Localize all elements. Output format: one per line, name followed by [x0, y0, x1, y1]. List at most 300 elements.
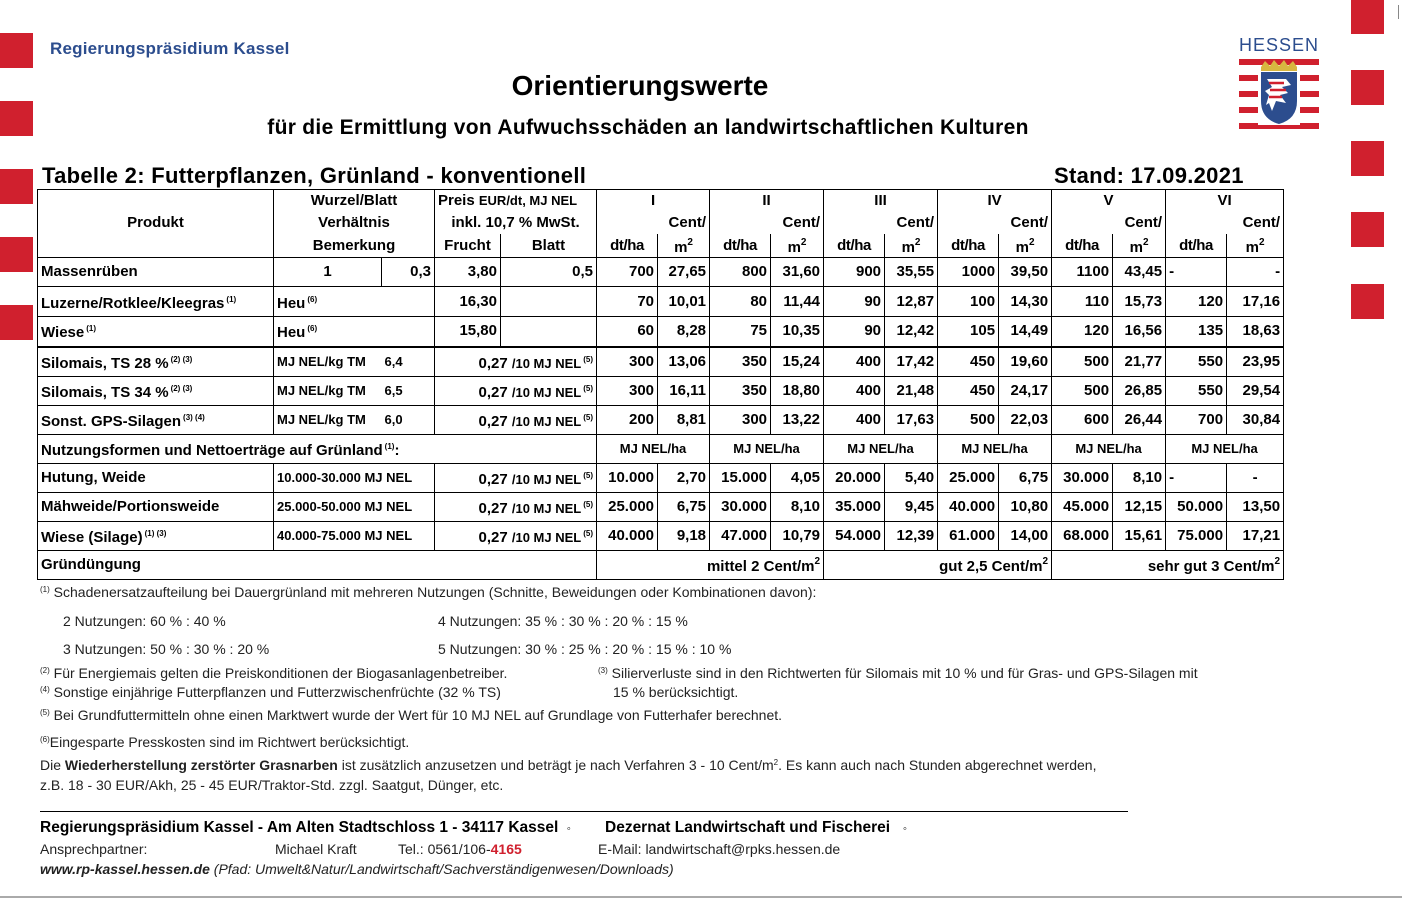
yield-value: -: [1169, 468, 1175, 486]
cent-cell: [1113, 492, 1166, 521]
yield-value: 15.000: [721, 468, 768, 486]
table-row: [38, 317, 1284, 347]
cent-value: 12,42: [896, 322, 935, 340]
ratio-leaf-cell: [382, 258, 435, 287]
cent-value: -: [1252, 468, 1258, 486]
nutzung-header-row: [38, 434, 1284, 463]
cent-value: 39,50: [1010, 263, 1049, 280]
yield-value: 900: [856, 263, 882, 280]
price-spacer-cell: [435, 405, 597, 434]
yield-cell: [710, 317, 771, 347]
yield-cell: [938, 492, 999, 521]
cent-cell: [999, 376, 1052, 405]
unit-label: MJ NEL/ha: [1075, 440, 1142, 456]
energy-value: 6,5: [384, 382, 403, 398]
yield-value: 47.000: [721, 526, 768, 544]
cent-cell: [1113, 258, 1166, 287]
cent-cell: [999, 463, 1052, 492]
yield-cell: [938, 258, 999, 287]
class-label: II: [762, 192, 771, 209]
header-class-6: [1166, 190, 1284, 213]
cent-cell: [658, 347, 710, 377]
yield-cell: [710, 347, 771, 377]
header-dtha-cell: [938, 234, 999, 258]
unit-label: MJ NEL/ha: [961, 440, 1028, 456]
cent-value: 16,11: [669, 381, 707, 399]
footer-divider: [40, 811, 1128, 812]
yield-value: 450: [970, 381, 996, 399]
cent-cell: [658, 405, 710, 434]
yield-value: 25.000: [949, 468, 996, 486]
superscript: 2: [1028, 237, 1035, 248]
cent-cell: [658, 258, 710, 287]
contact-phone: [398, 841, 522, 857]
yield-cell: [710, 405, 771, 434]
price-value: 0,27: [478, 470, 508, 488]
cent-cell: [885, 463, 938, 492]
yield-cell: [1166, 463, 1227, 492]
contact-email[interactable]: E-Mail: landwirtschaft@rpks.hessen.de: [598, 841, 841, 857]
footnote-ref: (1): [384, 441, 395, 451]
header-verhaeltnis-cell: [274, 212, 435, 234]
cent-value: 6,75: [1018, 468, 1049, 486]
cent-value: 10,79: [782, 526, 821, 544]
yield-value: 75.000: [1177, 526, 1224, 544]
stand-label: Stand:: [1054, 163, 1125, 188]
cent-cell: [885, 347, 938, 377]
cent-cell: [999, 317, 1052, 347]
yield-cell: [597, 287, 658, 317]
yield-value: 10.000: [608, 468, 655, 486]
cent-value: 4,05: [790, 468, 821, 486]
gruenduengung-row: [38, 550, 1284, 579]
yield-range-cell: [274, 463, 435, 492]
yield-value: 25.000: [608, 497, 655, 515]
yield-value: 500: [970, 410, 996, 428]
footnote-mark: (3): [598, 666, 608, 675]
ratio-root-cell: [274, 258, 382, 287]
cent-cell: [885, 405, 938, 434]
yield-value: 550: [1198, 352, 1224, 370]
price-value: 0,27: [478, 499, 508, 517]
product-name: Wiese: [41, 324, 85, 342]
yield-value: 120: [1198, 292, 1224, 310]
decor-square-right-2: [1351, 70, 1384, 105]
orientation-values-table: [37, 189, 1284, 580]
yield-range: 10.000-30.000 MJ NEL: [277, 469, 413, 485]
yield-cell: [938, 376, 999, 405]
footnote-mark: (5): [40, 708, 50, 717]
table-row: [38, 287, 1284, 317]
header-row-1: [38, 190, 1284, 213]
level-text: mittel 2 Cent/m: [706, 558, 815, 575]
cent-value: 9,45: [904, 497, 935, 515]
cent-cell: [658, 521, 710, 550]
price-fruit: 16,30: [459, 292, 497, 310]
decor-square-left-4: [0, 237, 33, 272]
energy-unit-cell: [274, 347, 382, 377]
product-cell: [38, 287, 274, 317]
cent-value: 12,15: [1124, 497, 1163, 515]
yield-cell: [1052, 521, 1113, 550]
header-dtha: dt/ha: [723, 236, 757, 254]
yield-value: 300: [628, 352, 655, 370]
price-unit: /10 MJ NEL: [511, 413, 582, 429]
separator-dot: ◦: [566, 823, 571, 835]
footer-dezernat: [605, 819, 907, 837]
unit-label-cell: [824, 434, 938, 463]
header-wurzel-cell: [274, 190, 435, 213]
colon: :: [394, 441, 400, 459]
price-fruit: 3,80: [467, 263, 497, 280]
footnote-ref: (5): [583, 412, 594, 422]
cent-value: 15,73: [1124, 292, 1163, 310]
yield-value: 600: [1084, 410, 1110, 428]
remark-cell: [274, 287, 435, 317]
footnote-ref: (3) (4): [183, 412, 205, 422]
energy-value: 6,4: [384, 353, 403, 369]
header-verhaeltnis: Verhältnis: [318, 214, 390, 231]
price-fruit: 15,80: [459, 322, 497, 340]
price-unit: /10 MJ NEL: [511, 471, 582, 487]
energy-value-cell: [382, 376, 435, 405]
cent-value: 17,21: [1242, 526, 1281, 544]
footnote-4: [40, 684, 501, 700]
cent-value: 19,60: [1010, 352, 1049, 370]
yield-value: 350: [742, 381, 768, 399]
yield-value: 700: [628, 263, 655, 280]
header-dtha-cell: [710, 234, 771, 258]
price-leaf: 0,5: [572, 263, 594, 280]
footnote-ref: (6): [307, 324, 318, 334]
phone-extension: 4165: [490, 841, 522, 857]
superscript: 2: [687, 237, 693, 248]
product-cell: [38, 463, 274, 492]
decor-square-left-3: [0, 169, 33, 204]
yield-value: 75: [750, 322, 768, 340]
price-value: 0,27: [478, 528, 508, 546]
footnote-ref: (1): [226, 294, 237, 304]
header-cent: Cent/: [1124, 214, 1163, 231]
product-cell: [38, 317, 274, 347]
unit-label-cell: [710, 434, 824, 463]
footnote-mark: (2): [40, 666, 50, 675]
price-leaf-cell: [501, 258, 597, 287]
yield-value: 100: [970, 292, 996, 310]
yield-value: 300: [628, 381, 655, 399]
cent-cell: [658, 492, 710, 521]
cent-value: 12,87: [896, 292, 935, 310]
yield-cell: [824, 463, 885, 492]
section-label-cell: [38, 434, 597, 463]
product-name: Silomais, TS 28 %: [41, 354, 169, 372]
cent-value: 15,61: [1124, 526, 1163, 544]
yield-cell: [1052, 258, 1113, 287]
split-4: 4 Nutzungen: 35 % : 30 % : 20 % : 15 %: [438, 613, 688, 629]
cent-cell: [771, 463, 824, 492]
cent-cell: [885, 492, 938, 521]
cent-cell: [1227, 347, 1284, 377]
energy-unit: MJ NEL/kg TM: [277, 382, 366, 398]
yield-cell: [710, 258, 771, 287]
superscript: 2: [1042, 556, 1049, 567]
product-cell: [38, 347, 274, 377]
footnote-1: [40, 584, 816, 600]
cent-value: 8,10: [1132, 468, 1163, 486]
yield-value: 68.000: [1063, 526, 1110, 544]
cent-cell: [885, 376, 938, 405]
level-cell-3: [1052, 550, 1284, 579]
footnote-ref: (1) (3): [144, 528, 167, 538]
header-m2-cell: [771, 234, 824, 258]
yield-cell: [597, 317, 658, 347]
header-cent-cell: [999, 212, 1052, 234]
footnote-2: [40, 665, 507, 681]
header-m: m: [674, 239, 688, 256]
cent-value: 2,70: [676, 468, 707, 486]
yield-value: 20.000: [835, 468, 882, 486]
header-m: m: [1245, 239, 1259, 256]
yield-cell: [597, 405, 658, 434]
yield-cell: [1052, 463, 1113, 492]
yield-value: 120: [1084, 322, 1110, 340]
price-unit: /10 MJ NEL: [511, 355, 582, 371]
footnote-text: Silierverluste sind in den Richtwerten für Silomais mit 10 % und für Gras- und GPS-Silagen mit: [611, 665, 1198, 681]
header-dtha: dt/ha: [610, 236, 644, 254]
document-title: Orientierungswerte: [511, 70, 769, 101]
footnote-3: [598, 665, 1198, 681]
yield-cell: [597, 376, 658, 405]
price-unit: /10 MJ NEL: [511, 500, 582, 516]
remark: Heu: [277, 324, 306, 342]
header-dtha-cell: [1166, 234, 1227, 258]
superscript: 2: [773, 758, 779, 767]
product-name: Mähweide/Portionsweide: [41, 497, 220, 515]
footnote-ref: (5): [583, 470, 594, 480]
table-row: [38, 258, 1284, 287]
header-dtha-cell: [824, 234, 885, 258]
yield-value: 500: [1084, 381, 1110, 399]
energy-value-cell: [382, 405, 435, 434]
footnote-text: Schadenersatzaufteilung bei Dauergrünland mit mehreren Nutzungen (Schnitte, Beweidungen oder Kombinationen davon):: [53, 584, 817, 600]
footnote-mark: (6): [40, 735, 50, 744]
yield-value: 500: [1084, 352, 1110, 370]
yield-cell: [938, 287, 999, 317]
yield-cell: [1052, 317, 1113, 347]
yield-value: 400: [856, 352, 882, 370]
price-spacer-cell: [435, 347, 597, 377]
yield-cell: [1052, 347, 1113, 377]
header-m2-cell: [1227, 234, 1284, 258]
contact-name: Michael Kraft: [275, 841, 357, 857]
yield-range: 25.000-50.000 MJ NEL: [277, 498, 413, 514]
cent-cell: [885, 258, 938, 287]
split-2: 2 Nutzungen: 60 % : 40 %: [63, 613, 226, 629]
yield-cell: [1166, 376, 1227, 405]
header-empty: [824, 212, 885, 234]
cent-value: -: [1275, 263, 1281, 280]
cent-cell: [1113, 376, 1166, 405]
yield-cell: [710, 376, 771, 405]
product-cell: [38, 405, 274, 434]
header-cent-cell: [771, 212, 824, 234]
cent-cell: [658, 317, 710, 347]
class-label: V: [1103, 192, 1114, 209]
yield-cell: [824, 258, 885, 287]
footnote-mark: (4): [40, 685, 50, 694]
cent-cell: [771, 492, 824, 521]
yield-cell: [597, 492, 658, 521]
class-label: I: [650, 192, 656, 209]
decor-square-right-4: [1351, 212, 1384, 247]
price-cell: [435, 492, 597, 521]
unit-label: MJ NEL/ha: [619, 440, 687, 456]
product-cell: [38, 492, 274, 521]
footnote-text: Eingesparte Presskosten sind im Richtwert berücksichtigt.: [49, 734, 410, 750]
yield-cell: [938, 521, 999, 550]
organization-name: Regierungspräsidium Kassel: [50, 39, 290, 58]
table-row: [38, 405, 1284, 434]
header-dtha: dt/ha: [951, 236, 985, 254]
cent-value: 18,80: [782, 381, 821, 399]
yield-cell: [824, 347, 885, 377]
header-bemerkung: Bemerkung: [312, 236, 396, 254]
header-m2-cell: [885, 234, 938, 258]
header-cent-cell: [1113, 212, 1166, 234]
header-m: m: [901, 239, 915, 256]
footnote-ref: (5): [583, 383, 594, 393]
price-cell: [435, 521, 597, 550]
cent-cell: [999, 287, 1052, 317]
cent-cell: [771, 287, 824, 317]
page-bottom-border: [0, 896, 1402, 898]
remark: Heu: [277, 294, 306, 312]
cent-cell: [1113, 347, 1166, 377]
unit-label-cell: [1052, 434, 1166, 463]
footnote-text: Für Energiemais gelten die Preiskonditionen der Biogasanlagenbetreiber.: [53, 665, 508, 681]
cent-cell: [885, 317, 938, 347]
header-m2-cell: [658, 234, 710, 258]
ratio-root: 1: [323, 263, 332, 280]
energy-value-cell: [382, 347, 435, 377]
header-m2-cell: [1113, 234, 1166, 258]
superscript: 2: [1274, 556, 1281, 567]
cent-cell: [1227, 287, 1284, 317]
cent-cell: [885, 287, 938, 317]
product-name: Silomais, TS 34 %: [41, 383, 169, 401]
header-m2-cell: [999, 234, 1052, 258]
cent-value: 21,77: [1124, 352, 1163, 370]
product-name: Wiese (Silage): [41, 528, 143, 546]
header-dtha: dt/ha: [837, 236, 871, 254]
header-cent-cell: [658, 212, 710, 234]
cent-value: 10,35: [782, 322, 821, 340]
section-label: Nutzungsformen und Nettoerträge auf Grünland: [41, 441, 383, 459]
footnote-ref: (5): [583, 499, 594, 509]
yield-value: 70: [637, 292, 655, 310]
unit-label: MJ NEL/ha: [847, 440, 914, 456]
cent-cell: [885, 521, 938, 550]
footnote-ref: (5): [583, 354, 594, 364]
level-cell-2: [824, 550, 1052, 579]
superscript: 2: [1258, 237, 1265, 248]
yield-range: 40.000-75.000 MJ NEL: [277, 527, 413, 543]
header-m: m: [787, 239, 801, 256]
decor-square-right-5: [1351, 284, 1384, 319]
header-frucht: Frucht: [444, 236, 491, 254]
unit-label-cell: [1166, 434, 1284, 463]
product-name: Luzerne/Rotklee/Kleegras: [41, 294, 225, 312]
cent-cell: [1227, 258, 1284, 287]
grasnarben-note-line2: z.B. 18 - 30 EUR/Akh, 25 - 45 EUR/Traktor-Std. zzgl. Saatgut, Dünger, etc.: [40, 777, 504, 793]
header-dtha: dt/ha: [1065, 236, 1099, 254]
header-class-1: [597, 190, 710, 213]
yield-value: 300: [742, 410, 768, 428]
split-5: 5 Nutzungen: 30 % : 25 % : 20 % : 15 % : 10 %: [438, 641, 732, 657]
yield-cell: [1052, 287, 1113, 317]
cent-cell: [771, 376, 824, 405]
yield-value: 200: [628, 410, 655, 428]
cent-value: 12,39: [896, 526, 935, 544]
yield-cell: [824, 521, 885, 550]
decor-square-left-1: [0, 33, 33, 68]
footnote-ref: (2) (3): [170, 383, 193, 393]
yield-cell: [1166, 521, 1227, 550]
cent-cell: [771, 258, 824, 287]
header-bemerkung-cell: [274, 234, 435, 258]
price-unit: /10 MJ NEL: [511, 529, 582, 545]
cent-cell: [1227, 317, 1284, 347]
header-cent-cell: [1227, 212, 1284, 234]
cent-cell: [658, 376, 710, 405]
energy-unit: MJ NEL/kg TM: [277, 411, 366, 427]
footnote-ref: (6): [307, 294, 318, 304]
superscript: 2: [914, 237, 921, 248]
header-produkt-cell: [38, 212, 274, 234]
yield-cell: [938, 317, 999, 347]
yield-value: 110: [1084, 292, 1110, 310]
table-row: [38, 376, 1284, 405]
cent-value: 30,84: [1242, 410, 1281, 428]
product-name: Massenrüben: [41, 263, 138, 280]
header-row-2: [38, 212, 1284, 234]
phone-prefix: Tel.: 0561/106-: [398, 841, 491, 857]
header-empty: [597, 212, 658, 234]
yield-cell: [597, 463, 658, 492]
cent-cell: [999, 258, 1052, 287]
product-cell: [38, 550, 597, 579]
header-cent: Cent/: [896, 214, 935, 231]
price-value: 0,27: [478, 354, 508, 372]
website-link[interactable]: www.rp-kassel.hessen.de: [40, 861, 210, 877]
yield-value: 90: [864, 322, 882, 340]
header-row-3: [38, 234, 1284, 258]
price-fruit-cell: [435, 287, 501, 317]
yield-value: 400: [856, 410, 882, 428]
cent-cell: [1227, 492, 1284, 521]
header-dtha-cell: [597, 234, 658, 258]
note-text: . Es kann auch nach Stunden abgerechnet werden,: [778, 757, 1097, 773]
product-name: Gründüngung: [41, 555, 141, 573]
level-cell-1: [597, 550, 824, 579]
cent-value: 43,45: [1124, 263, 1163, 280]
header-cent: Cent/: [1242, 214, 1281, 231]
cent-value: 14,00: [1010, 526, 1049, 544]
header-frucht-cell: [435, 234, 501, 258]
yield-cell: [1166, 405, 1227, 434]
level-text: sehr gut 3 Cent/m: [1147, 558, 1275, 575]
class-label: III: [874, 192, 887, 209]
